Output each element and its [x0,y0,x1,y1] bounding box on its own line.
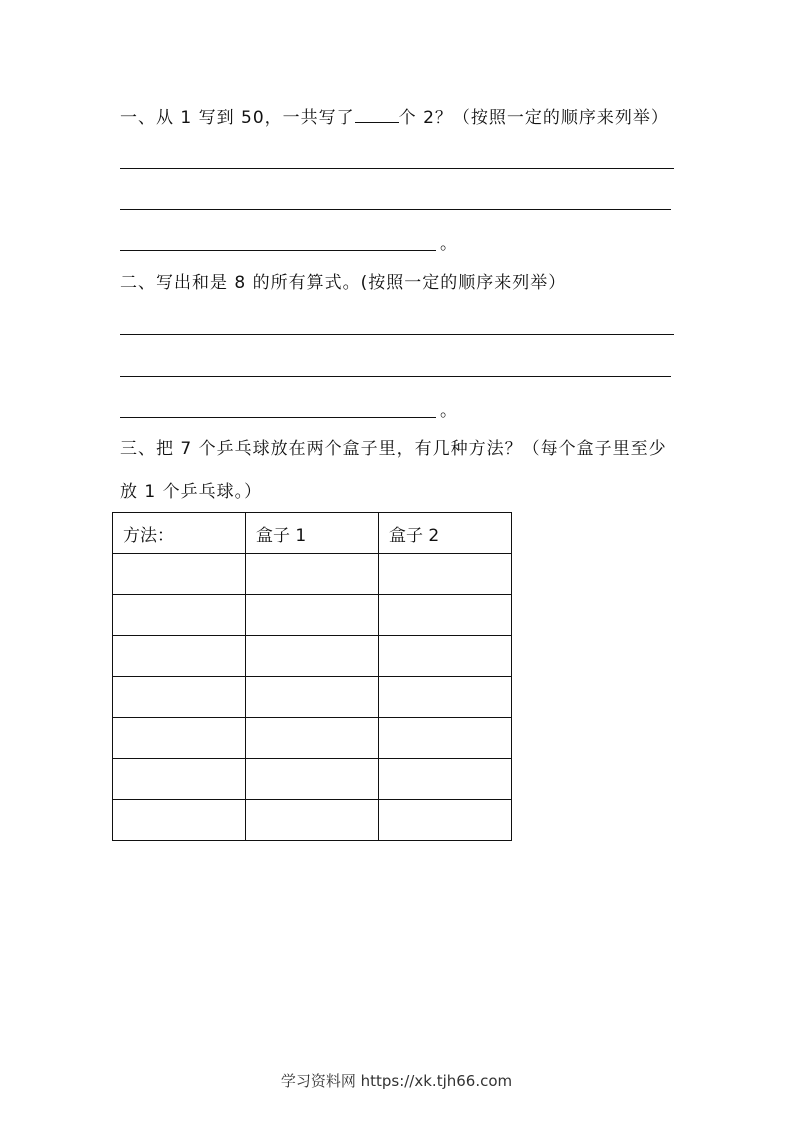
question-1 [120,104,669,130]
footer-watermark: 学习资料网 https://xk.tjh66.com [280,1072,513,1090]
question-3-line-1: 三、把 7 个乒乓球放在两个盒子里，有几种方法？（每个盒子里至少 [120,439,667,459]
question-1-text-after: 个 2？（按照一定的顺序来列举） [398,108,669,128]
table-cell[interactable] [246,800,379,841]
table-cell[interactable] [246,636,379,677]
table-cell[interactable] [379,677,512,718]
question-2-text: 二、写出和是 8 的所有算式。(按照一定的顺序来列举） [120,273,567,293]
table-row [113,595,512,636]
table-cell[interactable] [246,759,379,800]
table-cell[interactable] [113,718,246,759]
question-2 [120,271,566,295]
table-cell[interactable] [246,595,379,636]
question-3-line-2: 放 1 个乒乓球。） [120,482,263,502]
table-cell[interactable] [113,677,246,718]
answer-line[interactable] [120,334,674,335]
table-row [113,677,512,718]
table-header-row [113,513,512,554]
table-cell[interactable] [379,595,512,636]
header-method: 方法： [113,513,246,554]
answer-line[interactable] [120,417,436,418]
table-cell[interactable] [113,800,246,841]
table-row [113,759,512,800]
table-cell[interactable] [113,636,246,677]
question-1-fill-blank[interactable] [355,104,399,123]
header-box-2: 盒子 2 [379,513,512,554]
answer-line[interactable] [120,168,674,169]
answer-period: 。 [440,234,457,254]
table-row [113,800,512,841]
question-1-text-before: 一、从 1 写到 50，一共写了 [120,108,355,128]
table-cell[interactable] [113,759,246,800]
table-cell[interactable] [246,554,379,595]
table-cell[interactable] [379,759,512,800]
answer-period: 。 [440,401,457,421]
table-row [113,554,512,595]
answer-line[interactable] [120,376,671,377]
answer-line[interactable] [120,250,436,251]
table-row [113,718,512,759]
table-cell[interactable] [379,800,512,841]
header-box-1: 盒子 1 [246,513,379,554]
table-row [113,636,512,677]
table-cell[interactable] [246,677,379,718]
table-cell[interactable] [113,554,246,595]
table-cell[interactable] [379,718,512,759]
table-cell[interactable] [113,595,246,636]
table-cell[interactable] [379,554,512,595]
table-cell[interactable] [379,636,512,677]
answer-line[interactable] [120,209,671,210]
table-cell[interactable] [246,718,379,759]
methods-table [112,512,512,841]
